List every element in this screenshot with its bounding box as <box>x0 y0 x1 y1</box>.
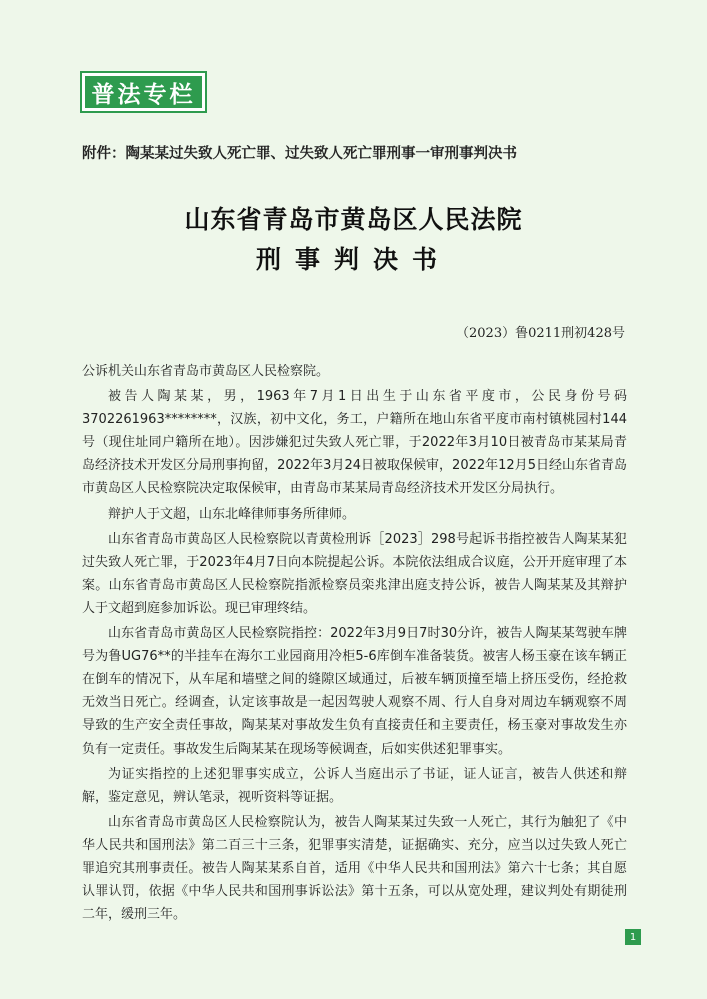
paragraph-opinion: 山东省青岛市黄岛区人民检察院认为，被告人陶某某过失致一人死亡，其行为触犯了《中华人民共和国刑法》第二百三十三条，犯罪事实清楚，证据确实、充分，应当以过失致人死亡罪追究其刑事责任。被告人陶某某系自首，适用《中华人民共和国刑法》第六十七条；其自愿认罪认罚，依据《中华人民共和国刑事诉讼法》第十五条，可以从宽处理，建议判处有期徒刑二年，缓刑三年。 <box>82 814 627 923</box>
paragraph-evidence: 为证实指控的上述犯罪事实成立，公诉人当庭出示了书证，证人证言，被告人供述和辩解，鉴定意见，辨认笔录，视听资料等证据。 <box>82 766 627 805</box>
court-name: 山东省青岛市黄岛区人民法院 <box>184 205 523 234</box>
paragraph-procedure: 山东省青岛市黄岛区人民检察院以青黄检刑诉［2023］298号起诉书指控被告人陶某某犯过失致人死亡罪，于2023年4月7日向本院提起公诉。本院依法组成合议庭，公开开庭审理了本案。山东省青岛市黄岛区人民检察院指派检察员栾兆津出庭支持公诉，被告人陶某某及其辩护人于文超到庭参加诉讼。现已审理终结。 <box>82 531 627 616</box>
paragraph-prosecutor: 公诉机关山东省青岛市黄岛区人民检察院。 <box>82 364 330 379</box>
paragraph-defender: 辩护人于文超，山东北峰律师事务所律师。 <box>108 506 356 522</box>
column-badge: 普法专栏 <box>82 73 205 111</box>
page-number: 1 <box>625 929 641 945</box>
judgment-body <box>82 360 627 928</box>
paragraph-defendant: 被告人陶某某，男，1963年7月1日出生于山东省平度市，公民身份号码3702261963********，汉族，初中文化，务工，户籍所在地山东省平度市南村镇桃园村144号（现住址同户籍所在地）。因涉嫌犯过失致人死亡罪，于2022年3月10日被青岛市某某局青岛经济技术开发区分局刑事拘留，2022年3月24日被取保候审，2022年12月5日经山东省青岛市黄岛区人民检察院决定取保候审，由青岛市某某局青岛经济技术开发区分局执行。 <box>82 389 627 497</box>
case-number: （2023）鲁0211刑初428号 <box>456 326 625 341</box>
paragraph-charges: 山东省青岛市黄岛区人民检察院指控：2022年3月9日7时30分许，被告人陶某某驾驶车牌号为鲁UG76**的半挂车在海尔工业园商用冷柜5-6库倒车准备装货。被害人杨玉豪在该车辆正在倒车的情况下，从车尾和墙壁之间的缝隙区域通过，后被车辆顶撞至墙上挤压受伤，经抢救无效当日死亡。经调查，认定该事故是一起因驾驶人观察不周、行人自身对周边车辆观察不周导致的生产安全责任事故，陶某某对事故发生负有直接责任和主要责任，杨玉豪对事故发生亦负有一定责任。事故发生后陶某某在现场等候调查，后如实供述犯罪事实。 <box>82 626 627 757</box>
attachment-title: 附件：陶某某过失致人死亡罪、过失致人死亡罪刑事一审刑事判决书 <box>82 146 517 162</box>
document-title: 刑事判决书 <box>255 245 451 274</box>
